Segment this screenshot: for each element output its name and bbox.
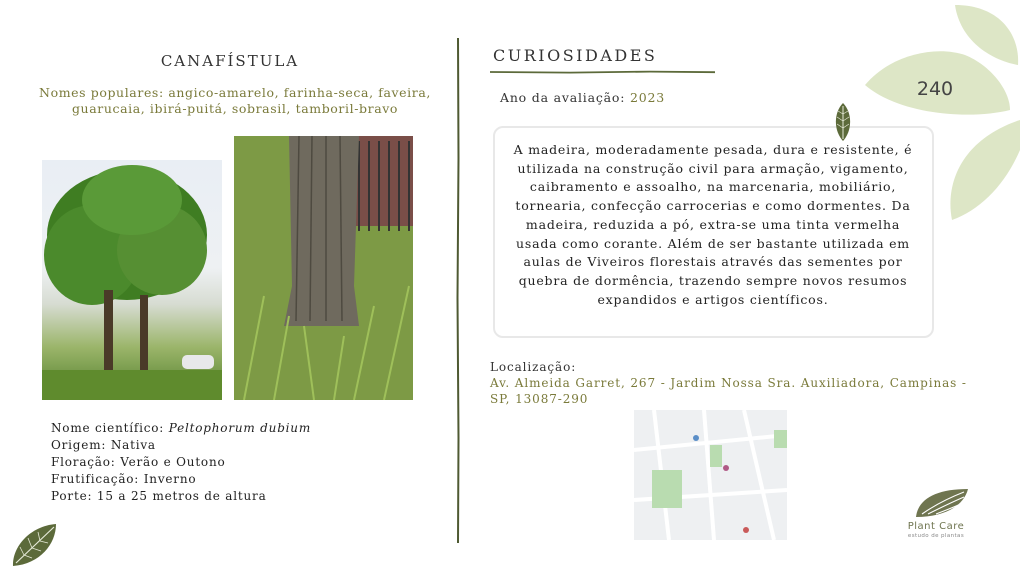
tree-photo — [42, 160, 222, 400]
location-label: Localização: — [490, 360, 577, 374]
leaf-bottom-shape — [950, 120, 1020, 220]
plant-care-logo — [914, 487, 970, 519]
evaluation-year-value: 2023 — [629, 90, 665, 105]
trunk-photo — [234, 136, 413, 400]
evaluation-year-label: Ano da avaliação: — [500, 90, 630, 105]
page-number: 240 — [916, 78, 954, 100]
leaf-icon — [10, 522, 60, 568]
scientific-name-row — [51, 420, 311, 437]
evaluation-year — [500, 90, 665, 105]
popular-names: Nomes populares: angico-amarelo, farinha-seca, faveira, guarucaia, ibirá-puitá, sobrasil, tamboril-bravo — [39, 85, 431, 116]
vertical-divider — [456, 38, 460, 543]
scientific-name-label: Nome científico: — [51, 421, 169, 435]
curiosities-text: A madeira, moderadamente pesada, dura e resistente, é utilizada na construção civil para armação, vigamento, caibramento e assoalho, na marcenaria, mobiliário, tornearia, confecção carrocerias e como dormentes. Da madeira, reduzida a pó, extra-se uma tinta vermelha usada como corante. Além de ser bastante utilizada em aulas de Viveiros florestais através das sementes por quebra de dormência, trazendo sempre novos resumos expandidos e artigos científicos. — [513, 142, 913, 307]
origin-row: Origem: Nativa — [51, 438, 156, 452]
location-map[interactable] — [634, 410, 787, 540]
flowering-row: Floração: Verão e Outono — [51, 455, 226, 469]
brand-tagline: estudo de plantas — [907, 533, 965, 539]
scientific-name: Peltophorum dubium — [168, 421, 312, 435]
species-facts — [51, 420, 311, 505]
heading-underline — [490, 70, 715, 74]
curiosities-heading: CURIOSIDADES — [493, 46, 658, 65]
page-title: CANAFÍSTULA — [160, 52, 300, 70]
size-row: Porte: 15 a 25 metros de altura — [51, 489, 267, 503]
brand-name: Plant Care — [907, 521, 965, 532]
fruiting-row: Frutificação: Inverno — [51, 472, 197, 486]
leaf-icon — [832, 102, 854, 142]
location-address: Av. Almeida Garret, 267 - Jardim Nossa Sra. Auxiliadora, Campinas - SP, 13087-290 — [490, 376, 967, 406]
